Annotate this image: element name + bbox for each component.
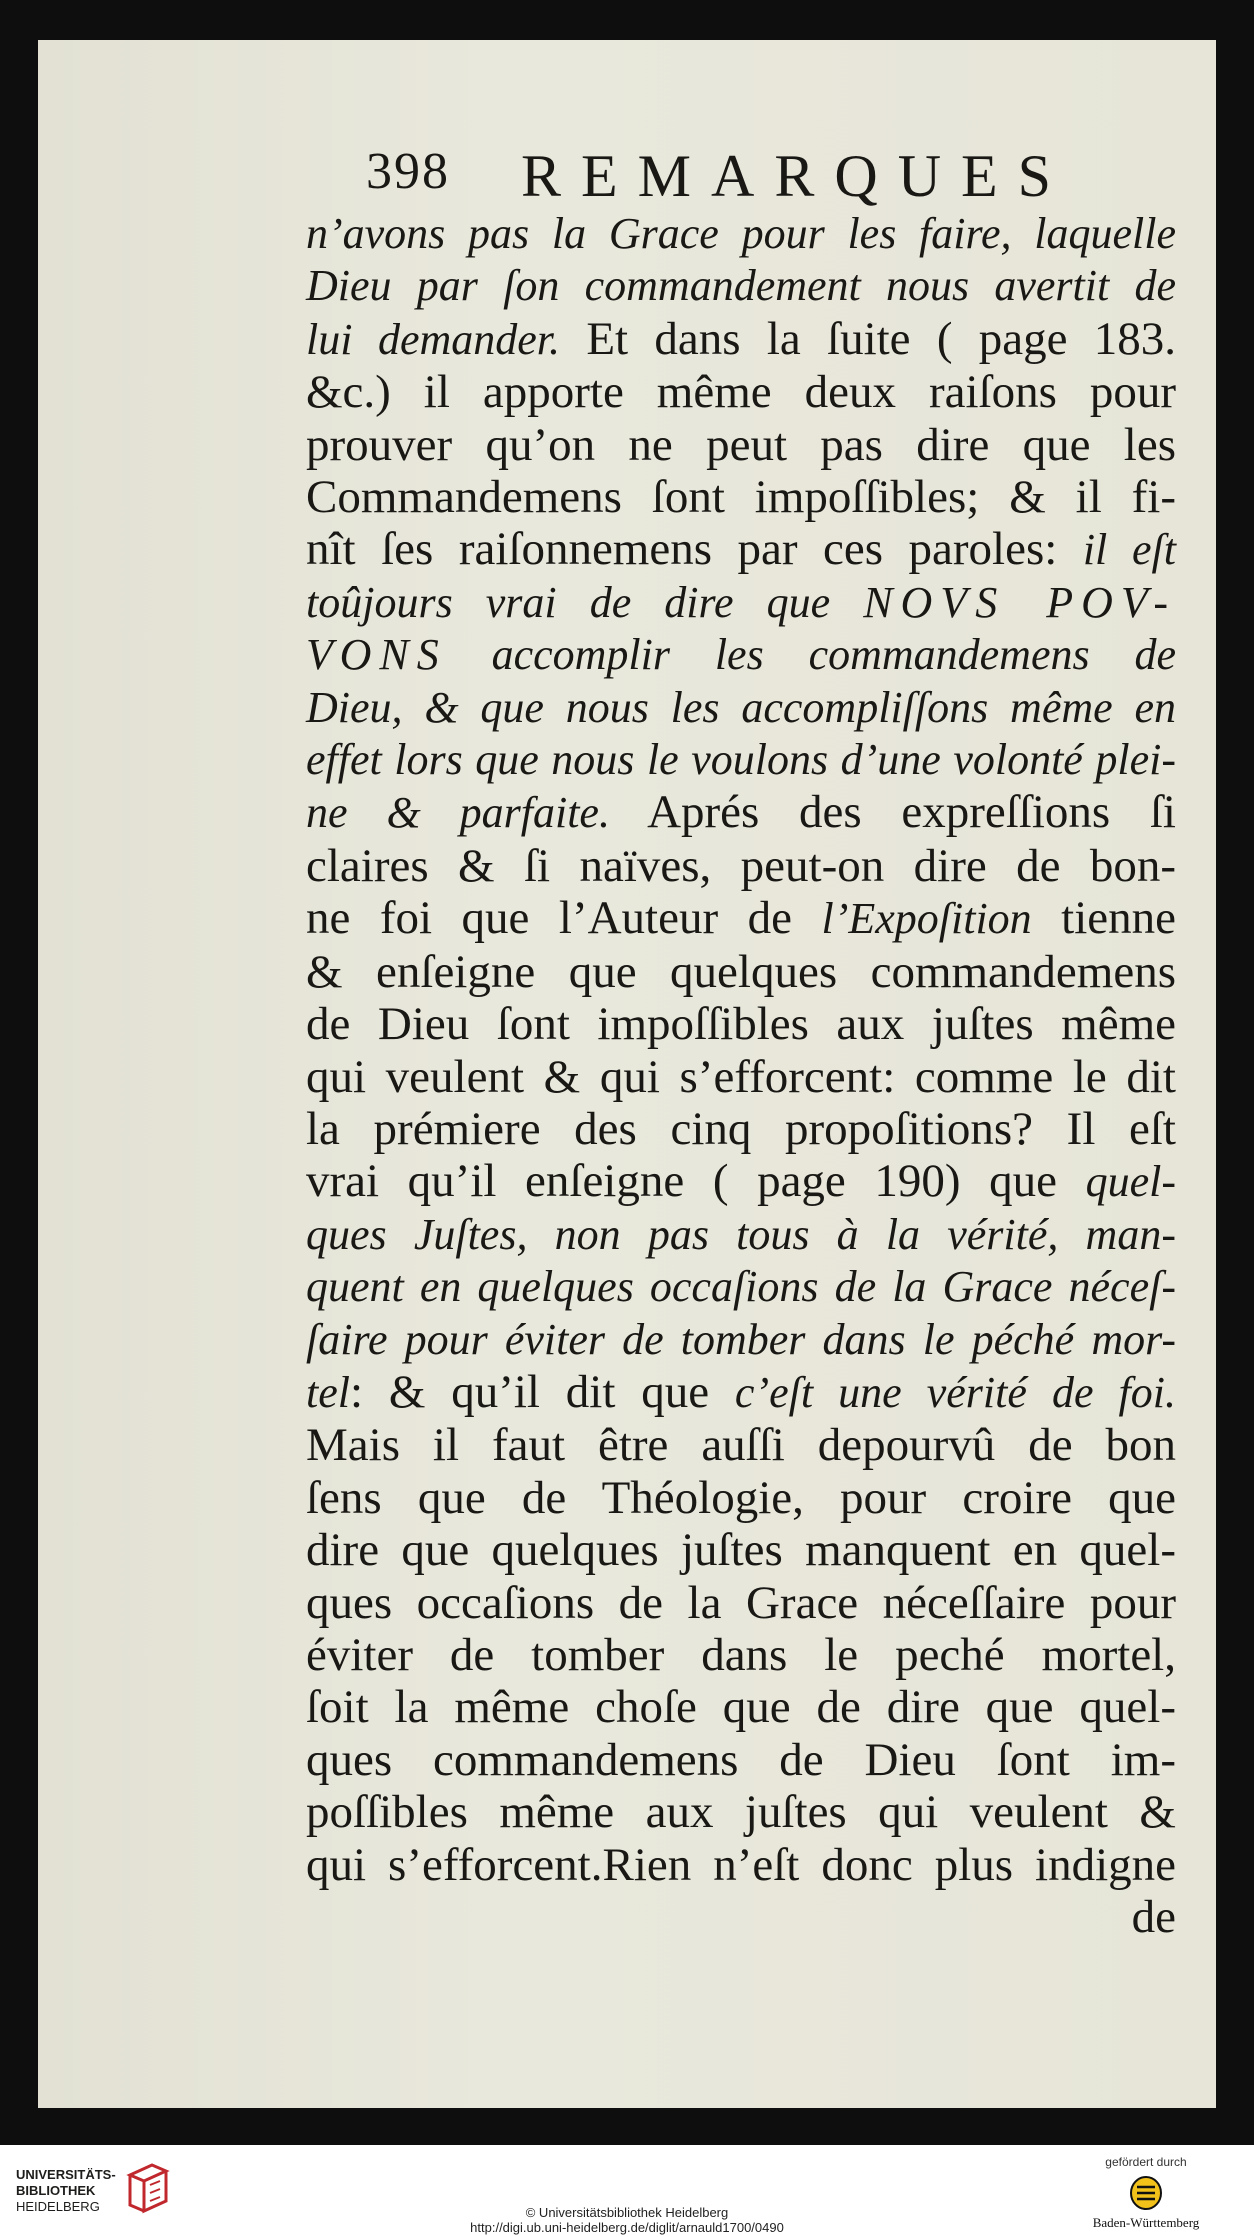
text-segment: lui demander. (306, 314, 561, 364)
text-segment: ne foi que l’Auteur de (306, 892, 822, 945)
text-segment: qui s’efforcent.Rien n’eſt donc plus indigne (306, 1838, 1176, 1891)
text-line (306, 1472, 1176, 1524)
text-line (306, 1419, 1176, 1471)
text-segment: l’Expoſition (821, 894, 1032, 944)
text-line (306, 523, 1176, 576)
text-line (306, 946, 1176, 998)
scanned-page (38, 40, 1216, 2108)
library-name-line3: HEIDELBERG (16, 2199, 100, 2214)
text-segment: : & qu’il dit que (349, 1365, 735, 1418)
text-segment: n’avons pas la Grace pour les faire, laquelle (306, 209, 1176, 258)
text-line (306, 629, 1176, 681)
text-segment: c’eſt une vérité de foi. (734, 1367, 1176, 1417)
text-segment: prouver qu’on ne peut pas dire que les (306, 418, 1176, 471)
text-line (306, 1786, 1176, 1838)
text-segment: poſſibles même aux juſtes qui veulent & (306, 1786, 1176, 1839)
text-segment: ques Juſtes, non pas tous à la vérité, man- (306, 1209, 1176, 1259)
text-line (306, 840, 1176, 892)
funding-note (1066, 2155, 1226, 2231)
text-line (306, 1314, 1176, 1366)
text-segment: de Dieu ſont impoſſibles aux juſtes même (306, 998, 1176, 1051)
running-title: REMARQUES (521, 143, 1072, 209)
text-line (306, 892, 1176, 945)
viewer-footer (0, 2145, 1254, 2237)
running-head (306, 108, 1216, 208)
text-segment: quel- (1085, 1157, 1176, 1207)
text-segment: VONS (306, 630, 447, 680)
coat-of-arms-icon (1129, 2175, 1163, 2211)
text-segment: il eſt (1082, 525, 1176, 575)
text-segment: ne & parfaite. (306, 788, 610, 838)
text-segment: dire que quelques juſtes manquent en quel- (306, 1524, 1176, 1577)
text-line (306, 1051, 1176, 1103)
text-segment: Dieu par ſon commandement nous avertit de (306, 261, 1176, 311)
text-segment: Dieu, & que nous les accompliſſons même en (306, 682, 1176, 732)
funder-name: Baden-Württemberg (1092, 2215, 1200, 2230)
text-segment: effet lors que nous le voulons d’une volonté plei- (306, 735, 1176, 785)
text-line (306, 313, 1176, 366)
text-line (306, 786, 1176, 839)
text-segment: tienne (1031, 892, 1177, 945)
funded-by-label: gefördert durch (1105, 2155, 1187, 2169)
library-name-line1: UNIVERSITÄTS- (16, 2167, 116, 2182)
text-segment: accomplir les commandemens de (446, 630, 1176, 680)
text-segment: vrai qu’il enſeigne ( page 190) que (306, 1155, 1086, 1208)
text-line (306, 366, 1176, 418)
text-line (306, 1524, 1176, 1576)
copyright-text: © Universitätsbibliothek Heidelberg (525, 2205, 729, 2220)
text-segment: ques commandemens de Dieu ſont im- (306, 1733, 1176, 1786)
library-name-line2: BIBLIOTHEK (16, 2183, 96, 2198)
catchword: de (1131, 1891, 1176, 1943)
text-segment: ques occaſions de la Grace néceſſaire pour (306, 1576, 1176, 1629)
text-segment: claires & ſi naïves, peut-on dire de bon- (306, 839, 1176, 892)
permalink[interactable]: http://digi.ub.uni-heidelberg.de/diglit/arnauld1700/0490 (470, 2220, 784, 2235)
text-segment: Commandemens ſont impoſſibles; & il fi- (306, 471, 1176, 524)
text-segment: NOVS POV- (863, 577, 1177, 627)
text-segment: toûjours vrai de dire que (306, 577, 864, 627)
text-segment: Mais il faut être auſſi depourvû de bon (306, 1419, 1176, 1472)
text-segment: Et dans la ſuite ( page 183. (560, 312, 1176, 365)
page-number: 398 (366, 143, 450, 200)
text-segment: qui veulent & qui s’efforcent: comme le dit (306, 1050, 1176, 1103)
text-segment: ſaire pour éviter de tomber dans le péché mor- (306, 1314, 1176, 1364)
text-line (306, 734, 1176, 786)
text-segment: Aprés des expreſſions ſi (609, 786, 1176, 839)
text-line (306, 1629, 1176, 1681)
body-text (306, 208, 1216, 1891)
text-segment: ſens que de Théologie, pour croire que (306, 1471, 1176, 1524)
text-line (306, 1261, 1176, 1313)
text-segment: ſoit la même choſe que de dire que quel- (306, 1681, 1176, 1734)
text-line (306, 1839, 1176, 1891)
text-line (306, 1366, 1176, 1419)
text-segment: tel (306, 1367, 350, 1417)
page-text-block (306, 108, 1216, 1943)
text-line (306, 260, 1176, 312)
text-line (306, 1734, 1176, 1786)
text-line (306, 1681, 1176, 1733)
text-line (306, 577, 1176, 629)
text-segment: éviter de tomber dans le peché mortel, (306, 1628, 1176, 1681)
text-line (306, 1577, 1176, 1629)
text-segment: & enſeigne que quelques commandemens (306, 945, 1176, 998)
text-line (306, 1155, 1176, 1208)
text-segment: la prémiere des cinq propoſitions? Il eſt (306, 1102, 1176, 1155)
text-line (306, 208, 1176, 260)
text-segment: quent en quelques occaſions de la Grace néceſ- (306, 1262, 1176, 1312)
text-line (306, 682, 1176, 734)
text-line (306, 471, 1176, 523)
text-segment: &c.) il apporte même deux raiſons pour (306, 366, 1176, 419)
text-line (306, 998, 1176, 1050)
text-line (306, 1209, 1176, 1261)
text-line (306, 1103, 1176, 1155)
text-line (306, 419, 1176, 471)
text-segment: nît ſes raiſonnemens par ces paroles: (306, 523, 1083, 576)
